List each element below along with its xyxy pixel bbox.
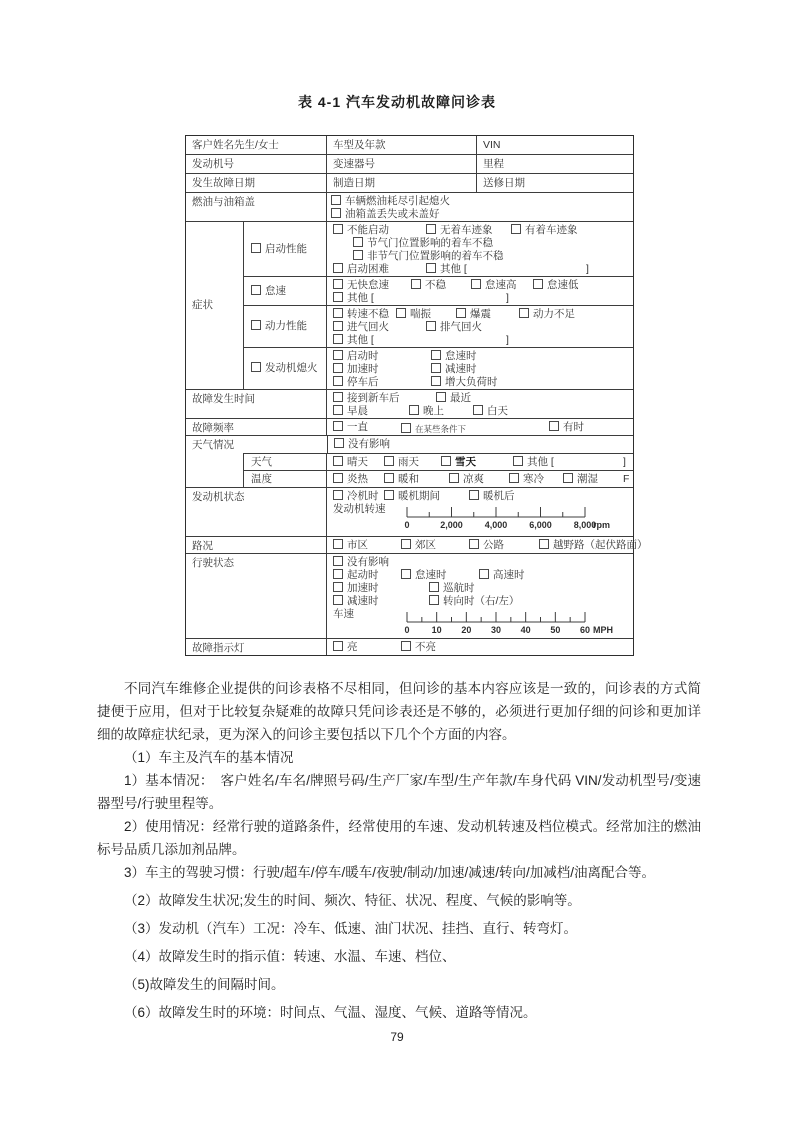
checkbox-icon [333,224,343,234]
subsection-label-cell [243,277,326,305]
form-line [327,556,633,569]
checkbox-option: 其他 [ [513,456,554,469]
checkbox-icon [333,376,343,386]
checkbox-option: 启动时 [333,350,379,363]
form-line [327,539,648,552]
field-label: 制造日期 [333,177,375,189]
checkbox-icon [353,237,363,247]
checkbox-cell [326,222,633,276]
checkbox-icon [431,363,441,373]
body-text [97,677,701,1024]
text-label: 车速 [333,608,354,620]
section-label: 发动机状态 [192,491,245,503]
checkbox-icon [251,285,261,295]
text-label: ] [586,263,589,275]
checkbox-icon [333,569,343,579]
checkbox-option: 越野路（起伏路面） [539,539,648,552]
paragraph-intro: 不同汽车维修企业提供的问诊表格不尽相同，但问诊的基本内容应该是一致的，问诊表的方式简捷便于应用，但对于比较复杂疑难的故障只凭问诊表还是不够的，必须进行更加仔细的问诊和更加详细的故障症状纪录，更为深入的问诊主要包括以下几个个方面的内容。 [97,681,701,742]
checkbox-option: 启动困难 [333,263,389,276]
checkbox-icon [251,362,261,372]
checkbox-option: 非节气门位置影响的着车不稳 [353,250,504,263]
checkbox-cell [326,277,633,305]
section-label-cell [186,537,326,553]
form-line [327,250,633,263]
checkbox-icon [333,334,343,344]
field-cell [186,174,326,192]
checkbox-option: 加速时 [333,582,379,595]
checkbox-icon [333,392,343,402]
svg-text:0: 0 [404,520,410,530]
checkbox-icon [456,308,466,318]
checkbox-cell [326,488,633,536]
field-label: 客户姓名先生/女士 [192,139,279,151]
form-line [327,392,633,405]
field-cell [476,155,633,173]
checkbox-icon [426,224,436,234]
section-label: 行驶状态 [192,557,234,569]
checkbox-option: 无着车迹象 [426,224,493,237]
paragraph-sub-2: 2）使用情况：经常行驶的道路条件，经常使用的车速、发动机转速及档位模式。经常加注的燃油标号品质几添加剂品牌。 [97,819,701,857]
checkbox-option: 高速时 [479,569,525,582]
checkbox-icon [473,405,483,415]
checkbox-option: 晴天 [333,456,368,469]
checkbox-option: 巡航时 [429,582,475,595]
form-row [186,638,633,655]
form-subrow [243,436,633,453]
form-line [327,321,633,334]
form-line [327,334,633,347]
checkbox-icon [333,308,343,318]
form-line [327,263,633,276]
checkbox-option: 停车后 [333,376,379,389]
checkbox-option: 怠速低 [533,279,579,292]
subsection-label: 动力性能 [251,320,307,333]
paragraph-item-1: （1）车主及汽车的基本情况 [124,750,294,765]
ruler-speed-svg [401,608,641,635]
form-row [186,154,633,173]
checkbox-icon [533,279,543,289]
field-label: 变速器号 [333,158,375,170]
checkbox-icon [471,279,481,289]
checkbox-icon [513,456,523,466]
svg-text:4,000: 4,000 [484,520,508,530]
field-label: 里程 [483,158,504,170]
paragraph-sub-3: 3）车主的驾驶习惯：行驶/超车/停车/暖车/夜驶/制动/加速/减速/转向/加减档/油离配合等。 [124,865,656,880]
field-cell [186,155,326,173]
checkbox-icon [333,641,343,651]
checkbox-option: 没有影响 [333,556,389,569]
form-line [327,569,633,582]
svg-text:40: 40 [520,625,531,635]
checkbox-icon [519,308,529,318]
checkbox-option: 加速时 [333,363,379,376]
checkbox-icon [411,279,421,289]
table-title: 表 4-1 汽车发动机故障问诊表 [297,94,496,110]
checkbox-icon [333,582,343,592]
field-label: 发生故障日期 [192,177,255,189]
field-cell [326,155,476,173]
paragraph-sub-1: 1）基本情况： 客户姓名/车名/牌照号码/生产厂家/车型/生产年款/车身代码 VIN/发动机型号/变速器型号/行驶里程等。 [97,773,701,811]
checkbox-icon [333,321,343,331]
svg-text:20: 20 [461,625,472,635]
checkbox-icon [331,195,341,205]
checkbox-option: 车辆燃油耗尽引起熄火 [331,195,450,208]
checkbox-option: 其他 [ [426,263,467,276]
checkbox-icon [431,376,441,386]
checkbox-icon [539,539,549,549]
svg-text:30: 30 [490,625,502,635]
checkbox-option: 早晨 [333,405,368,418]
checkbox-option: 有着车迹象 [511,224,578,237]
subsection-label: 怠速 [251,285,286,298]
form-line [328,438,633,451]
section-label: 症状 [192,299,213,311]
checkbox-icon [333,292,343,302]
checkbox-option: 不亮 [401,641,436,654]
section-label: 故障发生时间 [192,393,255,405]
checkbox-option: 冷机时 [333,490,379,503]
checkbox-icon [334,438,344,448]
field-label: 车型及年款 [333,139,386,151]
checkbox-option: 雨天 [384,456,419,469]
form-subrow [243,305,633,347]
checkbox-option: 转向时（右/左） [429,595,519,608]
checkbox-icon [251,320,261,330]
checkbox-icon [353,250,363,260]
checkbox-icon [333,421,343,431]
form-line [327,224,633,237]
field-label: 送修日期 [483,177,525,189]
checkbox-icon [333,279,343,289]
page-number: 79 [390,1030,404,1044]
checkbox-option: 其他 [ [333,292,374,305]
checkbox-icon [333,263,343,273]
checkbox-option: 暖机后 [469,490,515,503]
paragraph-item-5: （5)故障发生的间隔时间。 [124,977,285,992]
checkbox-icon [563,473,573,483]
checkbox-icon [333,350,343,360]
checkbox-option: 暖机期间 [384,490,440,503]
checkbox-cell [326,537,648,553]
checkbox-icon [401,539,411,549]
paragraph-item-6: （6）故障发生时的环境：时间点、气温、湿度、气候、道路等情况。 [124,1005,537,1020]
text-label: ] [623,456,626,468]
checkbox-option: 市区 [333,539,368,552]
checkbox-cell [326,639,633,655]
form-line [327,473,633,486]
checkbox-option: 排气回火 [426,321,482,334]
form-row [186,553,633,638]
sub-rows [243,436,633,487]
svg-text:8,000: 8,000 [573,520,597,530]
subsection-label-cell [243,471,326,487]
form-row [186,389,633,418]
form-row [186,487,633,536]
form-row [186,221,633,389]
checkbox-icon [251,243,261,253]
checkbox-option: 公路 [469,539,504,552]
checkbox-option: 没有影响 [334,438,390,451]
form-line [327,292,633,305]
checkbox-option: 不能启动 [333,224,389,237]
checkbox-option: 进气回火 [333,321,389,334]
form-line [327,641,633,654]
checkbox-icon [384,490,394,500]
sub-rows [243,222,633,389]
checkbox-icon [441,456,451,466]
checkbox-option: 转速不稳 [333,308,389,321]
form-line [327,237,633,250]
checkbox-option: 炎热 [333,473,368,486]
checkbox-icon [426,263,436,273]
checkbox-icon [449,473,459,483]
field-cell [326,136,476,154]
checkbox-option: 减速时 [333,595,379,608]
svg-text:2,000: 2,000 [440,520,463,530]
checkbox-option: 不稳 [411,279,446,292]
form-line [327,279,633,292]
checkbox-cell [327,436,633,453]
section-label-cell [186,436,243,487]
subsection-label: 温度 [251,472,272,485]
checkbox-option: 油箱盖丢失或未盖好 [331,208,440,221]
checkbox-cell [326,554,633,638]
checkbox-option: 节气门位置影响的着车不稳 [353,237,493,250]
checkbox-option: 郊区 [401,539,436,552]
checkbox-icon [333,490,343,500]
checkbox-option: 起动时 [333,569,379,582]
text-label: ] [506,334,509,346]
checkbox-cell [326,390,633,418]
checkbox-option: 爆震 [456,308,491,321]
form-subrow [243,276,633,305]
ruler-rpm-svg [401,503,641,530]
ruler-rpm [401,503,641,534]
checkbox-option: 接到新车后 [333,392,400,405]
checkbox-icon [331,208,341,218]
checkbox-option: 一直 [333,421,368,434]
subsection-label-cell [243,454,326,470]
checkbox-icon [384,456,394,466]
checkbox-cell [326,348,633,389]
checkbox-option: 凉爽 [449,473,484,486]
form-line [327,405,633,418]
checkbox-cell [326,306,633,347]
checkbox-icon [509,473,519,483]
form-row [186,418,633,435]
checkbox-option: 在某些条件下 [401,423,466,436]
checkbox-icon [429,582,439,592]
form-line [327,350,633,363]
svg-text:10: 10 [431,625,442,635]
subsection-label: 启动性能 [251,243,307,256]
section-label: 路况 [192,540,213,552]
form-subrow [243,222,633,276]
checkbox-option: 潮湿 [563,473,598,486]
form-row [186,536,648,553]
text-label: 发动机转速 [333,503,386,515]
subsection-label: 天气 [251,455,272,468]
checkbox-option: 减速时 [431,363,477,376]
checkbox-icon [333,363,343,373]
text-label: F [623,473,630,485]
form-line [327,421,633,434]
svg-text:60: 60 [579,625,591,635]
section-label-cell [186,390,326,418]
form-line [327,595,633,608]
section-label-cell [186,222,243,389]
checkbox-icon [333,473,343,483]
checkbox-option: 无快怠速 [333,279,389,292]
form-line [327,608,633,638]
ruler-speed [401,608,641,639]
form-line [327,490,633,503]
checkbox-icon [401,423,411,433]
form-line [327,195,633,208]
checkbox-cell [326,471,633,487]
checkbox-icon [333,556,343,566]
checkbox-option: 白天 [473,405,508,418]
field-cell [476,174,633,192]
field-label: 发动机号 [192,158,234,170]
form-row [186,435,633,487]
checkbox-icon [549,421,559,431]
checkbox-icon [401,641,411,651]
checkbox-option: 怠速时 [401,569,447,582]
checkbox-icon [333,456,343,466]
checkbox-cell [326,193,633,221]
checkbox-option: 喘振 [396,308,431,321]
text-label: ] [506,292,509,304]
form-subrow [243,453,633,470]
checkbox-option: 增大负荷时 [431,376,498,389]
checkbox-icon [333,405,343,415]
svg-text:6,000: 6,000 [529,520,552,530]
form-row [186,136,633,154]
checkbox-icon [469,490,479,500]
checkbox-icon [396,308,406,318]
checkbox-icon [431,350,441,360]
section-label: 故障频率 [192,422,234,434]
checkbox-option: 有时 [549,421,584,434]
checkbox-option: 怠速时 [431,350,477,363]
checkbox-icon [409,405,419,415]
svg-text:0: 0 [404,625,410,635]
form-line [327,376,633,389]
checkbox-option: 最近 [436,392,471,405]
form-line [327,208,633,221]
form-line [327,308,633,321]
paragraph-item-2: （2）故障发生状况;发生的时间、频次、特征、状况、程度、气候的影响等。 [124,893,581,908]
section-label: 故障指示灯 [192,642,245,654]
section-label-cell [186,639,326,655]
paragraph-item-3: （3）发动机（汽车）工况：冷车、低速、油门状况、挂挡、直行、转弯灯。 [124,921,578,936]
checkbox-icon [436,392,446,402]
section-label-cell [186,193,326,221]
checkbox-icon [479,569,489,579]
svg-text:rpm: rpm [593,520,611,530]
subsection-label: 发动机熄火 [251,362,318,375]
subsection-label-cell [243,306,326,347]
checkbox-icon [401,569,411,579]
svg-text:50: 50 [550,625,561,635]
checkbox-icon [426,321,436,331]
form-line [327,456,633,469]
section-label-cell [186,488,326,536]
checkbox-option: 晚上 [409,405,444,418]
checkbox-option: 其他 [ [333,334,374,347]
checkbox-option: 亮 [333,641,358,654]
checkbox-icon [429,595,439,605]
field-cell [186,136,326,154]
checkbox-option: 暖和 [384,473,419,486]
field-label: VIN [483,139,501,151]
checkbox-cell [326,454,633,470]
checkbox-icon [469,539,479,549]
checkbox-option: 动力不足 [519,308,575,321]
form-subrow [243,347,633,389]
checkbox-icon [333,539,343,549]
form-row [186,192,633,221]
paragraph-item-4: （4）故障发生时的指示值：转速、水温、车速、档位、 [124,949,456,964]
checkbox-cell [326,419,633,435]
spacer-cell [243,436,327,453]
checkbox-option: 怠速高 [471,279,517,292]
subsection-label-cell [243,348,326,389]
form-line [327,582,633,595]
checkbox-option: 寒冷 [509,473,544,486]
section-label: 燃油与油箱盖 [192,196,255,208]
form-subrow [243,470,633,487]
checkbox-icon [511,224,521,234]
form-line [327,503,633,533]
section-label-cell [186,554,326,638]
subsection-label-cell [243,222,326,276]
field-cell [476,136,633,154]
svg-text:MPH: MPH [593,625,613,635]
checkbox-icon [384,473,394,483]
form-row [186,173,633,192]
section-label-cell [186,419,326,435]
checkbox-icon [333,595,343,605]
form-line [327,363,633,376]
section-label: 天气情况 [192,439,234,451]
inquiry-form [185,135,648,656]
field-cell [326,174,476,192]
checkbox-option: 雪天 [441,456,476,469]
